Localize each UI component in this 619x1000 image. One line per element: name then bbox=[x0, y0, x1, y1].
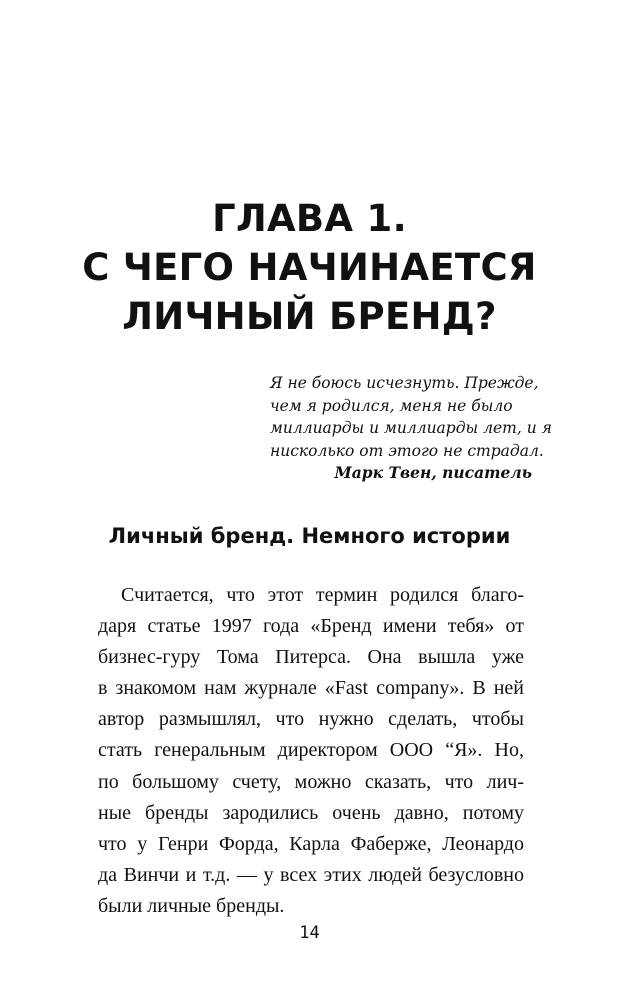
paragraph-line: что у Генри Форда, Карла Фаберже, Леонардо bbox=[98, 832, 524, 855]
paragraph-line: были личные бренды. bbox=[98, 894, 285, 917]
paragraph-line: стать генеральным директором ООО “Я». Но, bbox=[98, 739, 524, 762]
paragraph-line: в знакомом нам журнале «Fast company». В ней bbox=[98, 677, 524, 700]
chapter-title-line: С ЧЕГО НАЧИНАЕТСЯ bbox=[82, 246, 537, 289]
chapter-title bbox=[0, 194, 619, 341]
section-title: Личный бренд. Немного истории bbox=[108, 524, 511, 548]
epigraph bbox=[270, 372, 552, 485]
epigraph-line: Я не боюсь исчезнуть. Прежде, bbox=[270, 374, 539, 392]
page-number: 14 bbox=[299, 923, 320, 943]
epigraph-line: миллиарды и миллиарды лет, и я bbox=[270, 419, 552, 437]
paragraph-line: автор размышлял, что нужно сделать, чтобы bbox=[98, 708, 524, 731]
epigraph-line: нисколько от этого не страдал. bbox=[270, 441, 544, 460]
paragraph-line: бизнес-гуру Тома Питерса. Она вышла уже bbox=[98, 646, 524, 669]
epigraph-author: Марк Твен, писатель bbox=[334, 463, 532, 482]
paragraph-line: да Винчи и т.д. — у всех этих людей безусловно bbox=[98, 863, 524, 886]
chapter-title-line: ЛИЧНЫЙ БРЕНД? bbox=[122, 295, 497, 338]
paragraph-line: Считается, что этот термин родился благо- bbox=[121, 584, 524, 606]
body-paragraph bbox=[98, 580, 524, 922]
paragraph-line: даря статье 1997 года «Бренд имени тебя» от bbox=[98, 615, 524, 638]
epigraph-line: чем я родился, меня не было bbox=[270, 396, 513, 415]
chapter-title-line: ГЛАВА 1. bbox=[212, 197, 407, 240]
paragraph-line: по большому счету, можно сказать, что лич- bbox=[98, 770, 524, 793]
paragraph-line: ные бренды зародились очень давно, потому bbox=[98, 801, 524, 824]
